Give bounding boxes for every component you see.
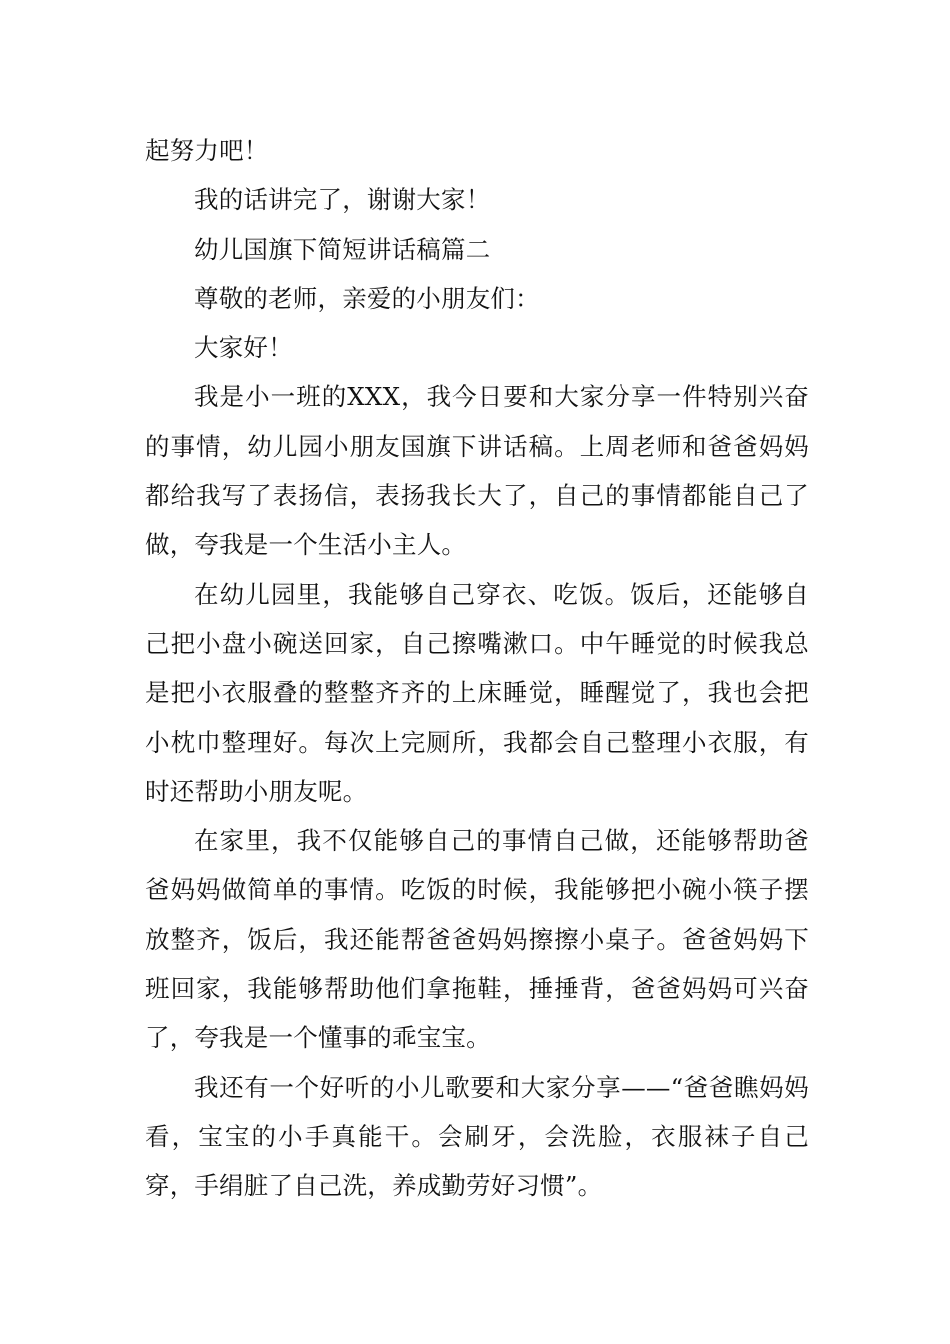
paragraph-song: 我还有一个好听的小儿歌要和大家分享——“爸爸瞧妈妈看，宝宝的小手真能干。会刷牙，会洗脸，衣服袜子自己穿，手绢脏了自己洗，养成勤劳好习惯”。 bbox=[145, 1072, 809, 1201]
paragraph-intro: 我是小一班的XXX，我今日要和大家分享一件特别兴奋的事情，幼儿园小朋友国旗下讲话稿。上周老师和爸爸妈妈都给我写了表扬信，表扬我长大了，自己的事情都能自己了做，夸我是一个生活小主人。 bbox=[145, 382, 809, 560]
document-body bbox=[145, 126, 809, 1211]
greeting: 大家好！ bbox=[194, 333, 293, 363]
salutation: 尊敬的老师，亲爱的小朋友们： bbox=[194, 283, 540, 313]
paragraph-kindergarten: 在幼儿园里，我能够自己穿衣、吃饭。饭后，还能够自己把小盘小碗送回家，自己擦嘴漱口。中午睡觉的时候我总是把小衣服叠的整整齐齐的上床睡觉，睡醒觉了，我也会把小枕巾整理好。每次上完厕所，我都会自己整理小衣服，有时还帮助小朋友呢。 bbox=[145, 579, 809, 806]
closing-line: 我的话讲完了，谢谢大家！ bbox=[194, 185, 491, 215]
section-title: 幼儿国旗下简短讲话稿篇二 bbox=[194, 234, 491, 264]
paragraph-home: 在家里，我不仅能够自己的事情自己做，还能够帮助爸爸妈妈做简单的事情。吃饭的时候，我能够把小碗小筷子摆放整齐，饭后，我还能帮爸爸妈妈擦擦小桌子。爸爸妈妈下班回家，我能够帮助他们拿拖鞋，捶捶背，爸爸妈妈可兴奋了，夸我是一个懂事的乖宝宝。 bbox=[145, 826, 809, 1053]
continuation-line: 起努力吧！ bbox=[145, 136, 269, 165]
